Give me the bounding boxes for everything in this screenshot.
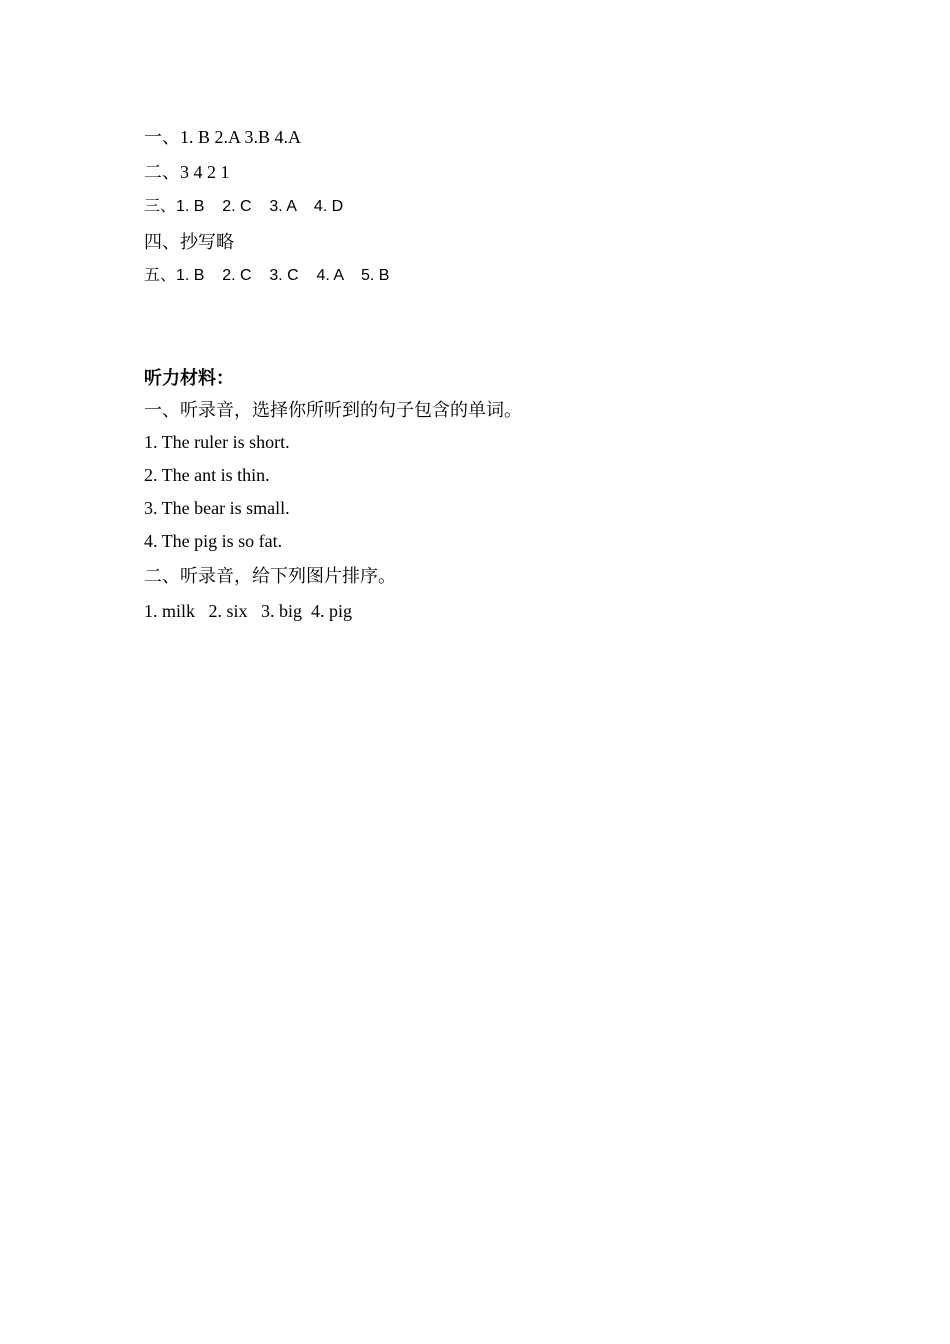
answer-section-1: 一、1. B 2.A 3.B 4.A [144,127,302,147]
answer-section-4: 四、抄写略 [144,232,234,252]
listening-item: 4. The pig is so fat. [144,531,283,551]
listening-section-2-title: 二、听录音，给下列图片排序。 [144,566,396,586]
listening-item: 3. The bear is small. [144,498,290,518]
listening-item: 2. The ant is thin. [144,465,270,485]
answer-section-3: 三、1. B 2. C 3. A 4. D [144,198,344,215]
answer-section-5: 五、1. B 2. C 3. C 4. A 5. B [144,267,390,284]
listening-heading: 听力材料： [144,368,234,388]
answer-section-2: 二、3 4 2 1 [144,162,230,182]
listening-section-1-title: 一、听录音，选择你所听到的句子包含的单词。 [144,400,522,420]
listening-item: 1. The ruler is short. [144,432,290,452]
listening-section-2-items: 1. milk 2. six 3. big 4. pig [144,601,353,621]
